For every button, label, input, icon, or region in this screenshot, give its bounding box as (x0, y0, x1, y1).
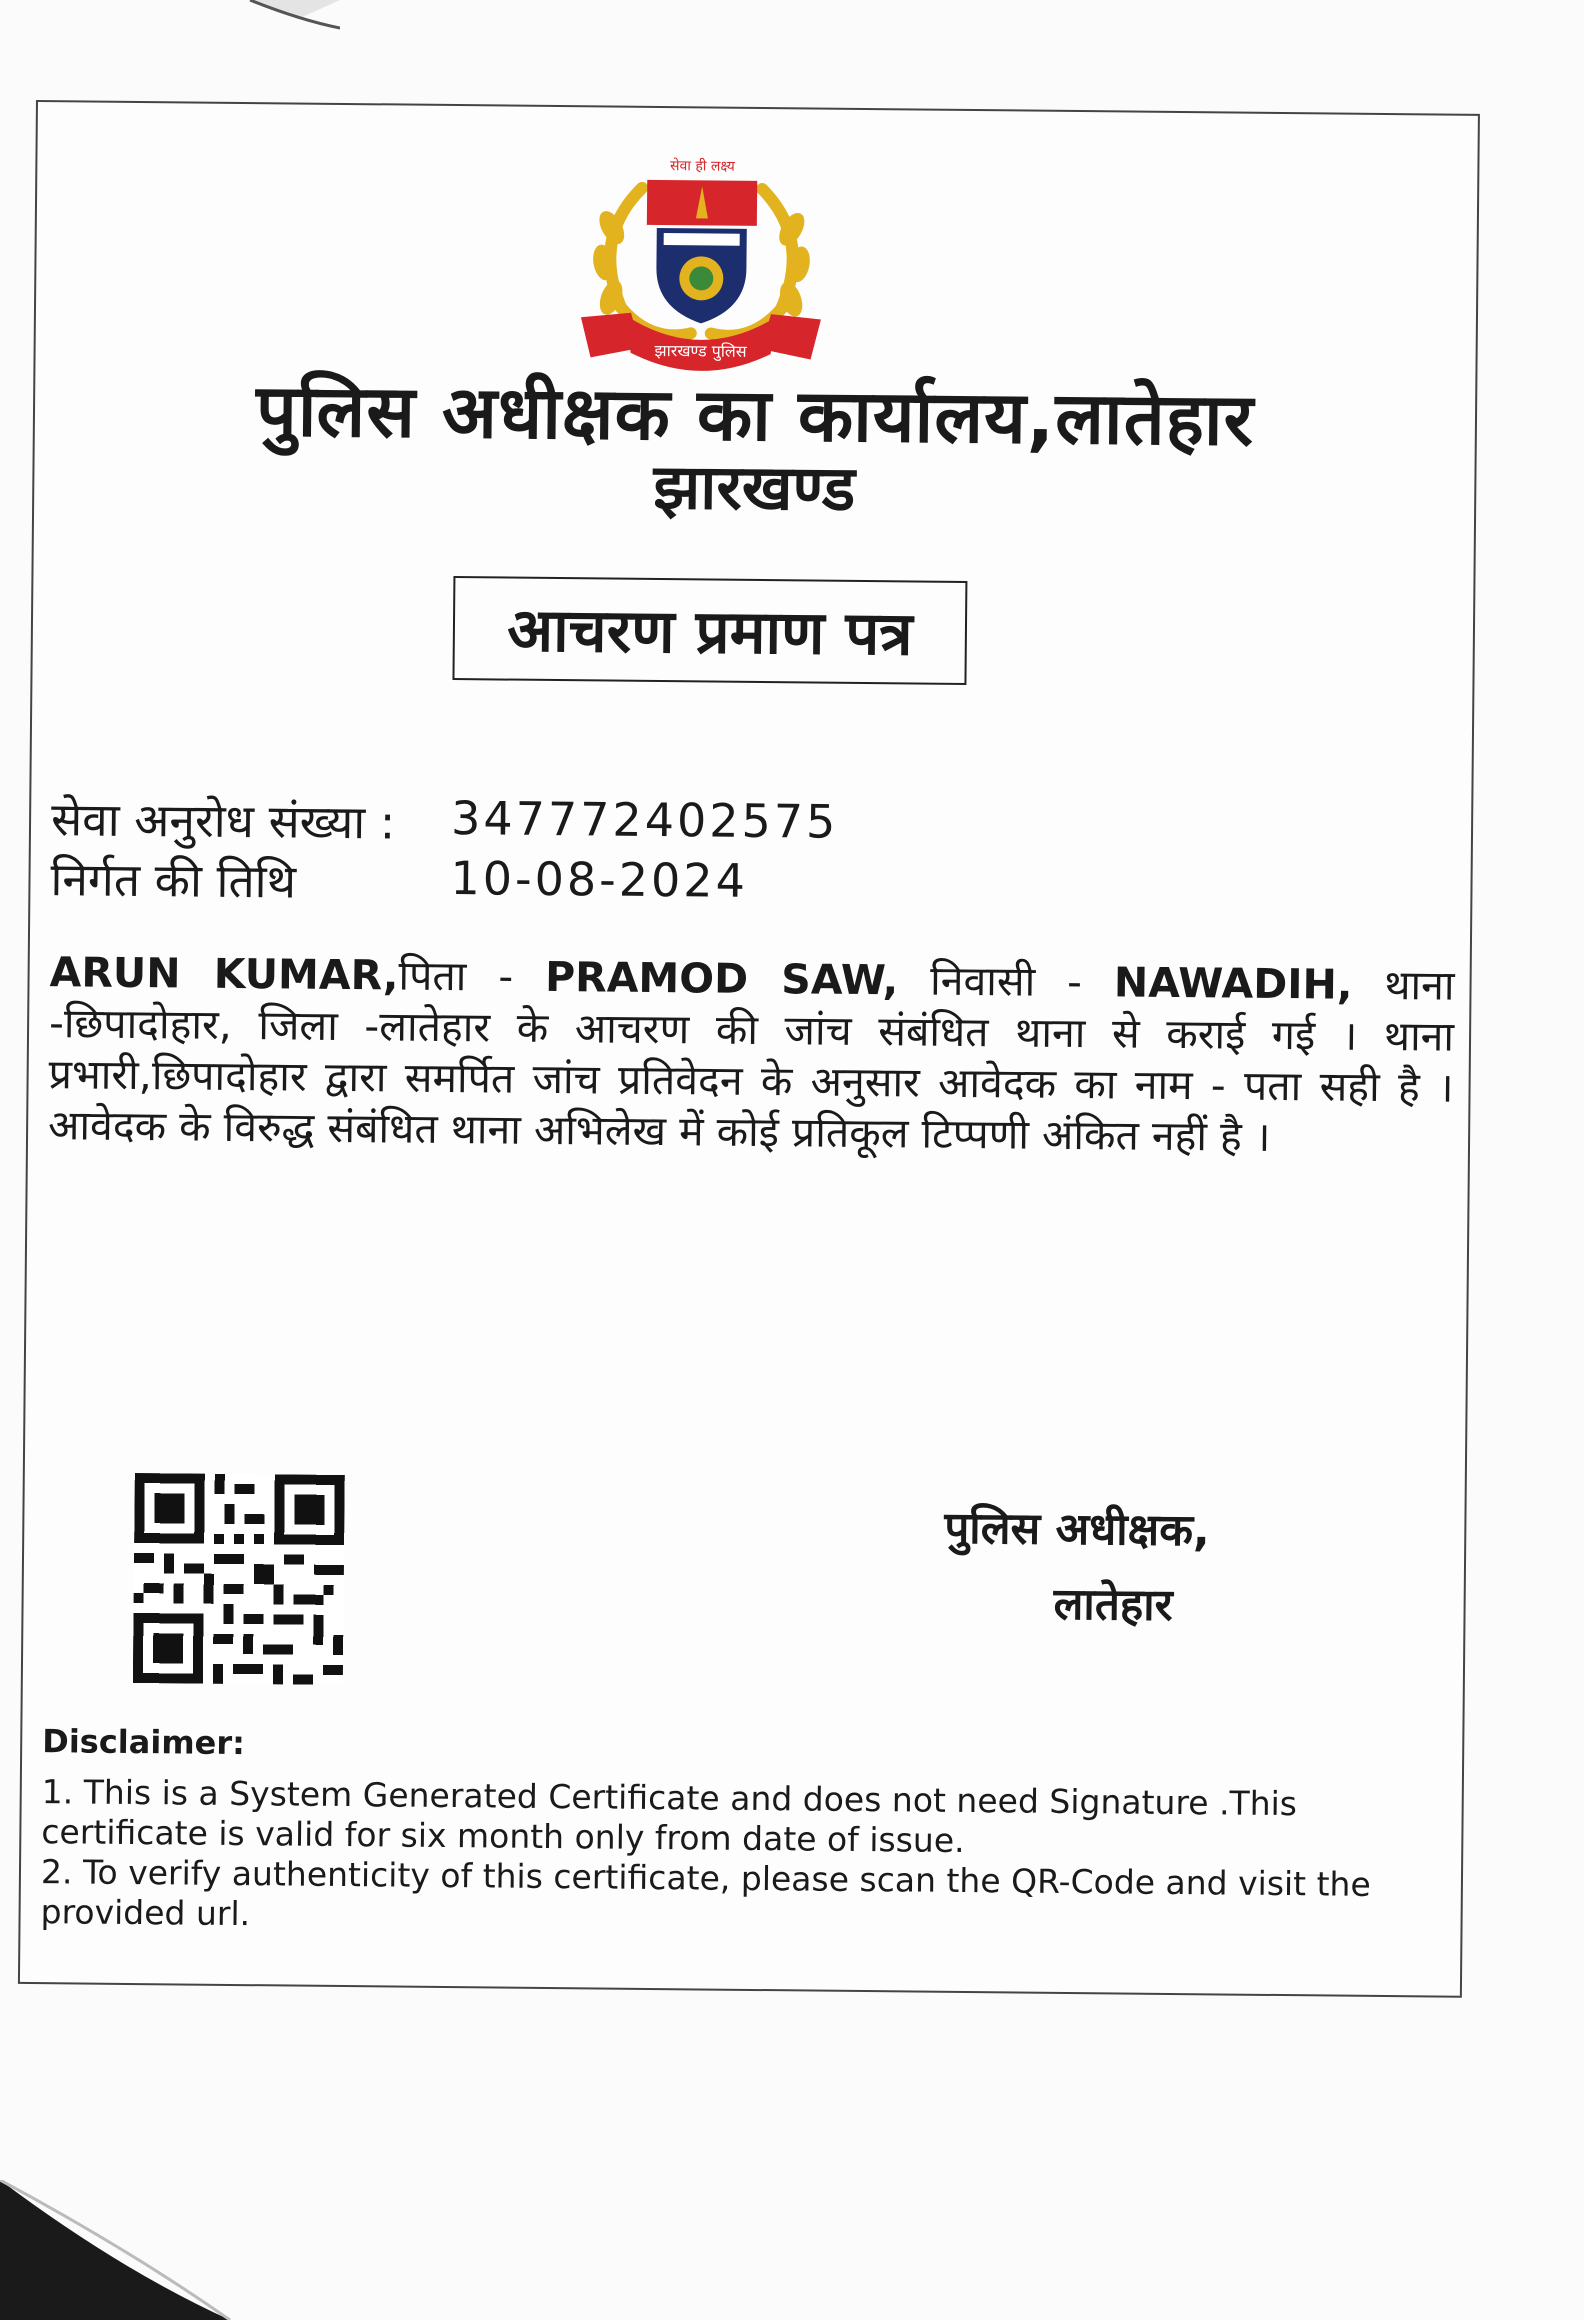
qr-code[interactable] (133, 1473, 345, 1685)
certificate-body (48, 947, 1455, 1164)
service-request-label: सेवा अनुरोध संख्या : (50, 792, 396, 850)
certificate-title: आचरण प्रमाण पत्र (506, 595, 913, 670)
state-title: झारखण्ड (653, 449, 856, 525)
signatory-designation: पुलिस अधीक्षक, (944, 1502, 1210, 1557)
father-name: PRAMOD SAW, (544, 952, 899, 1005)
issue-date: 10-08-2024 (450, 851, 749, 908)
disclaimer-line-2: 2. To verify authenticity of this certificate, please scan the QR-Code and visit the provided url. (40, 1852, 1371, 1934)
resident-label: निवासी - (897, 956, 1115, 1007)
body-paragraph: थाना -छिपादोहार, जिला -लातेहार के आचरण की जांच संबंधित थाना से कराई गई । थाना प्रभारी,छिपादोहार द्वारा समर्पित जांच प्रतिवेदन के अनुसार आवेदक का नाम - पता सही है । आवेदक के विरुद्ध संबंधित थाना अभिलेख में कोई प्रतिकूल टिप्पणी अंकित नहीं है । (47, 960, 1455, 1161)
svg-text:झारखण्ड पुलिस: झारखण्ड पुलिस (654, 340, 747, 361)
paper-fold-top-left (0, 0, 340, 40)
signatory-place: लातेहार (1053, 1578, 1173, 1631)
disclaimer-line-1: 1. This is a System Generated Certificate and does not need Signature .This certificate is valid for six month only from date of issue. (41, 1772, 1298, 1860)
paper-fold-bottom-left (0, 2180, 260, 2320)
father-label: पिता - (398, 951, 546, 1001)
certificate-frame (18, 100, 1480, 1998)
jharkhand-police-emblem (570, 147, 832, 379)
service-request-number: 347772402575 (450, 791, 839, 849)
applicant-name: ARUN KUMAR, (49, 948, 399, 1000)
disclaimer-title: Disclaimer: (42, 1722, 246, 1763)
office-title: पुलिस अधीक्षक का कार्यालय,लातेहार (255, 368, 1255, 462)
svg-text:सेवा ही लक्ष्य: सेवा ही लक्ष्य (669, 158, 735, 175)
issue-date-label: निर्गत की तिथि (50, 852, 297, 909)
village-name: NAWADIH, (1113, 958, 1353, 1009)
disclaimer-text (40, 1772, 1391, 1945)
